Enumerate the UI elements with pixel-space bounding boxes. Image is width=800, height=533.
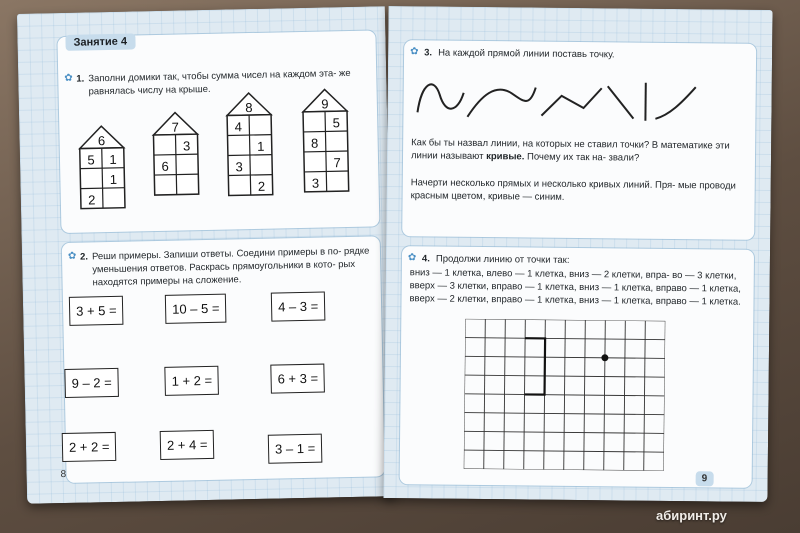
house-4-roof: 9 (321, 96, 329, 112)
task3-keyword: кривые. (486, 151, 525, 163)
task1-text: Заполни домики так, чтобы сумма чисел на каждом эта- же равнялась числу на крыше. (88, 67, 351, 98)
flower-icon: ✿ (67, 250, 77, 262)
page-number-right: 9 (696, 471, 714, 486)
house-4 (294, 85, 360, 200)
task3-question-end: Почему их так на- звали? (526, 151, 640, 164)
watermark: абиринт.ру (656, 508, 727, 523)
page-number-left: 8 (60, 468, 67, 481)
grid-figure (464, 319, 666, 471)
house-2-cell: 6 (161, 158, 169, 174)
flower-icon: ✿ (410, 46, 419, 58)
expression-box: 2 + 4 = (160, 430, 215, 460)
expression-box: 2 + 2 = (62, 432, 117, 462)
task3-question (411, 136, 749, 166)
task4-steps: вниз — 1 клетка, влево — 1 клетка, вниз — 2 клетки, впра- во — 3 клетки, вверх — 3 клетки, вправо — 1 клетка, вниз — 1 клетка, вправо — 1 клетка, вверх — 2 клетки, вправо — 1 клетка, вниз — 1 клетка, вправо — 1 клетка. (409, 267, 742, 308)
expression-box: 1 + 2 = (164, 366, 219, 396)
house-1-cell: 5 (87, 152, 95, 168)
house-1-cell: 1 (109, 151, 117, 168)
house-4-cell: 3 (311, 175, 320, 191)
house-3-cell: 4 (234, 119, 243, 135)
house-1-cell: 2 (88, 192, 96, 208)
house-2-roof: 7 (171, 119, 180, 135)
expression-box: 3 – 1 = (268, 434, 323, 464)
task4-text: Продолжи линию от точки так: (435, 253, 570, 266)
house-3-cell: 2 (257, 178, 266, 194)
house-4-cell: 8 (310, 135, 319, 151)
task3-instruction: Начерти несколько прямых и несколько кривых линий. Пря- мые проводи красным цветом, кривые — синим. (410, 177, 736, 203)
start-dot (601, 354, 608, 361)
house-2-cell: 3 (182, 138, 191, 154)
lines-figure (411, 72, 732, 131)
house-4-cell: 7 (333, 155, 341, 171)
task1-number: 1. (76, 73, 85, 85)
expression-box: 6 + 3 = (270, 364, 325, 394)
task2-number: 2. (79, 251, 89, 263)
house-1-cell: 1 (109, 171, 118, 187)
expression-box: 10 – 5 = (165, 294, 227, 324)
house-1-roof: 6 (97, 133, 106, 149)
flower-icon: ✿ (64, 72, 73, 84)
task3-text: На каждой прямой линии поставь точку. (438, 47, 615, 61)
expression-box: 9 – 2 = (64, 368, 119, 398)
right-page (383, 6, 772, 502)
house-4-cell: 5 (332, 115, 341, 131)
house-1 (71, 119, 137, 214)
house-3 (219, 88, 285, 201)
expression-box: 3 + 5 = (69, 296, 124, 326)
house-3-cell: 3 (235, 159, 243, 175)
task3-question-text: Как бы ты назвал линии, на которых не ставил точки? В математике эти линии называют (410, 137, 730, 163)
task3-number: 3. (424, 47, 433, 59)
house-2 (145, 106, 211, 207)
expression-box: 4 – 3 = (271, 292, 326, 322)
house-3-roof: 8 (245, 99, 253, 116)
lesson-title: Занятие 4 (65, 33, 135, 50)
task2-text: Реши примеры. Запиши ответы. Соедини примеры в по- рядке уменьшения ответов. Раскрась прямоугольники в кото- рых находятся примеры на сложение. (91, 245, 370, 289)
flower-icon: ✿ (407, 252, 417, 264)
left-page (17, 6, 395, 504)
house-3-cell: 1 (256, 138, 265, 154)
task4-number: 4. (421, 253, 430, 265)
